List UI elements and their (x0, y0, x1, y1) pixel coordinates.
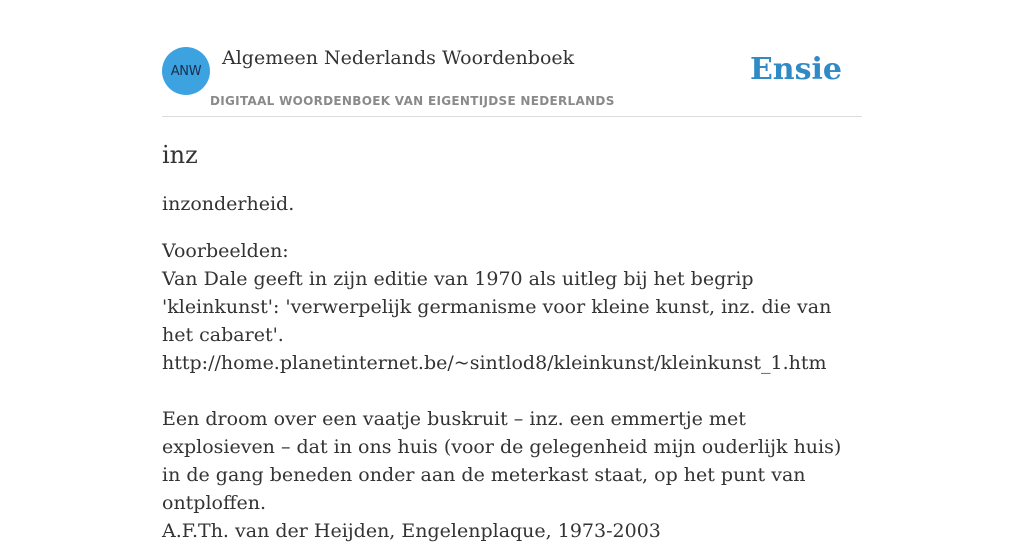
dictionary-header (162, 44, 862, 117)
anw-logo[interactable] (162, 47, 210, 95)
dictionary-card (162, 44, 862, 545)
anw-logo-text: ANW (170, 63, 202, 79)
example-source: A.F.Th. van der Heijden, Engelenplaque, 1973-2003 (162, 520, 661, 542)
dictionary-subtitle: DIGITAAL WOORDENBOEK VAN EIGENTIJDSE NEDERLANDS (210, 94, 615, 108)
examples-heading: Voorbeelden: (162, 240, 289, 262)
ensie-brand-link[interactable]: Ensie (749, 52, 842, 87)
example-quote: Van Dale geeft in zijn editie van 1970 als uitleg bij het begrip 'kleinkunst': 'verwerpelijk germanisme voor kleine kunst, inz. die van het cabaret'. (162, 268, 832, 346)
example-source: http://home.planetinternet.be/~sintlod8/kleinkunst/kleinkunst_1.htm (162, 352, 827, 374)
example-item (162, 405, 862, 545)
example-item (162, 265, 862, 377)
example-quote: Een droom over een vaatje buskruit – inz. een emmertje met explosieven – dat in ons huis (voor de gelegenheid mijn ouderlijk huis) in de gang beneden onder aan de meterkast staat, op het punt van ontploffen. (162, 408, 842, 514)
entry-definition: inzonderheid. (162, 193, 295, 215)
entry-examples (162, 237, 862, 545)
entry-headword: inz (162, 141, 198, 169)
dictionary-title[interactable]: Algemeen Nederlands Woordenboek (222, 47, 575, 69)
